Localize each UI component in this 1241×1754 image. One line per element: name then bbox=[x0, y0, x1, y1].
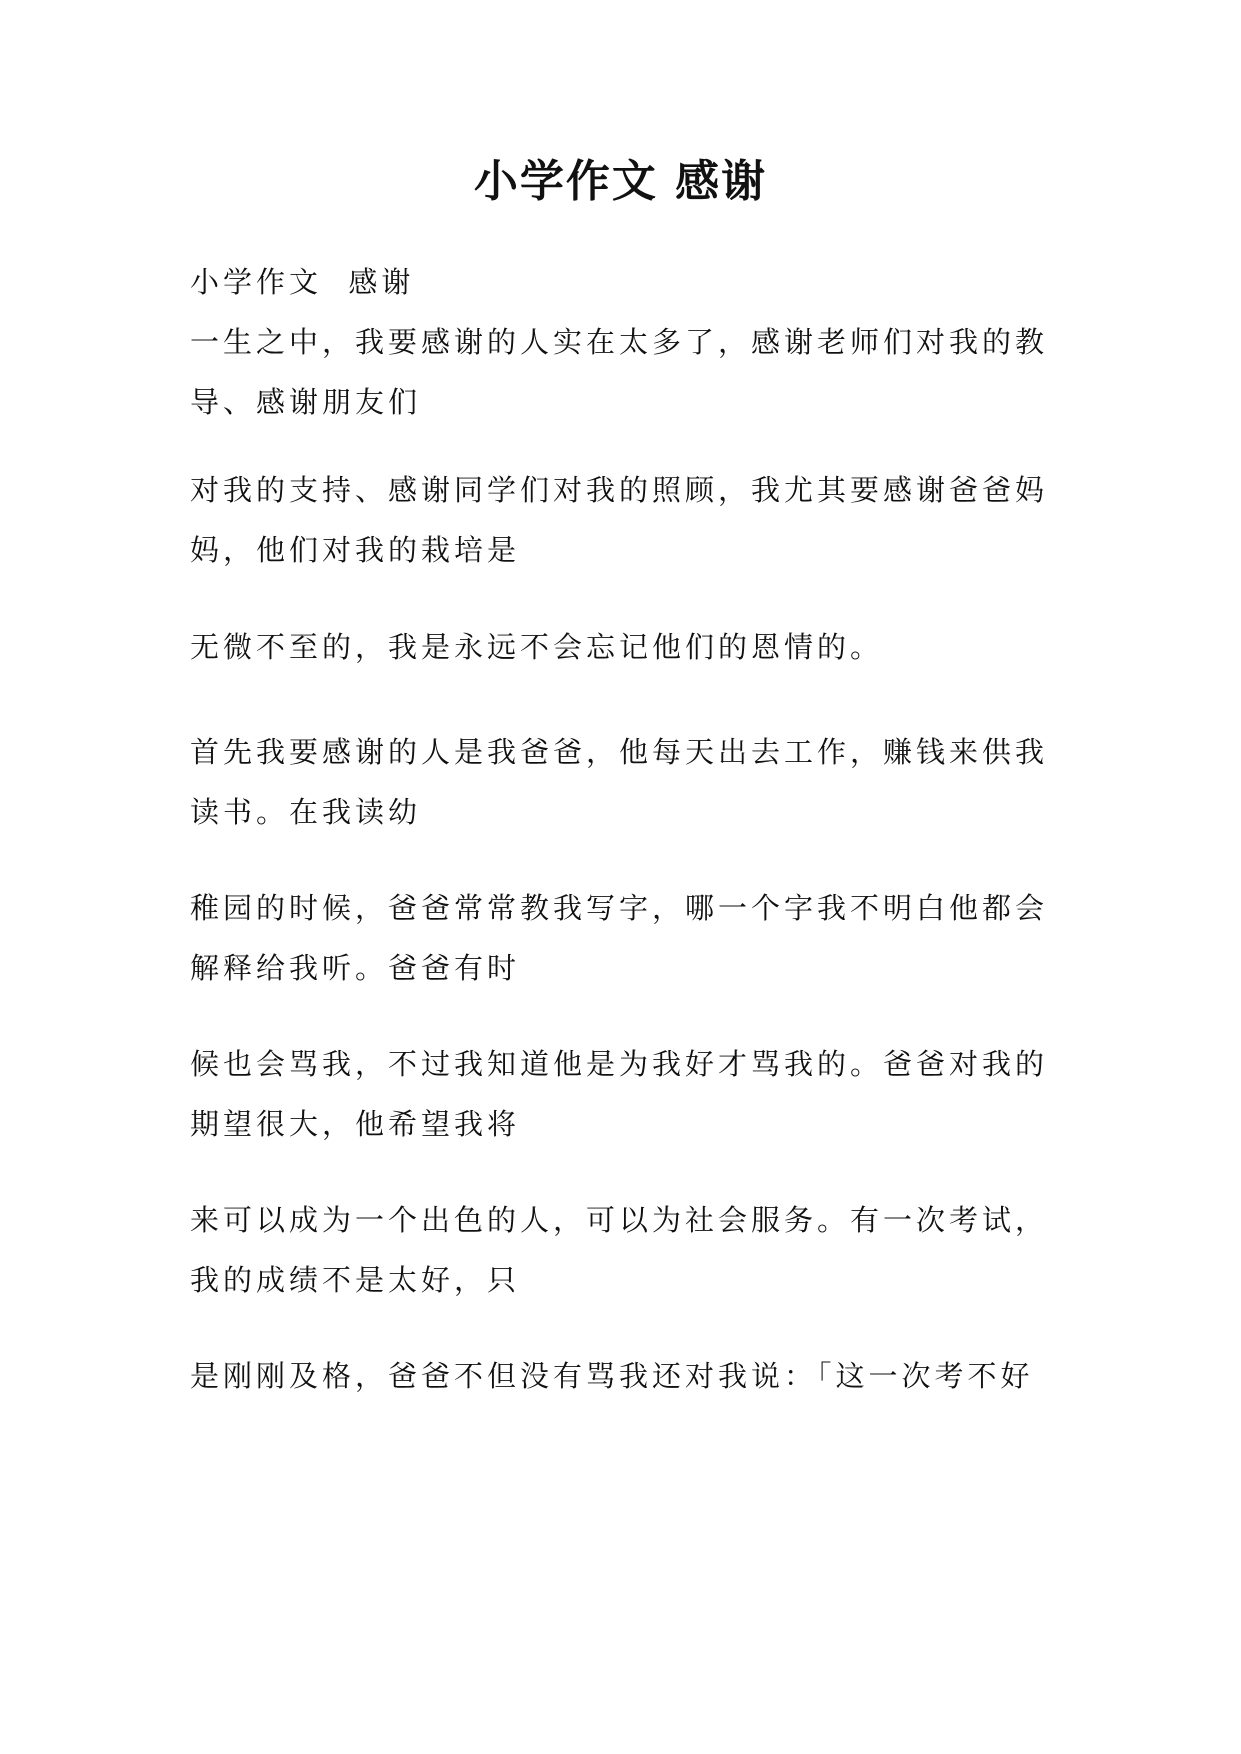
text-line: 读书。在我读幼 bbox=[190, 795, 422, 829]
paragraph-6 bbox=[190, 1034, 1090, 1154]
text-line: 一生之中，我要感谢的人实在太多了，感谢老师们对我的教 bbox=[190, 325, 1049, 359]
text-line: 我的成绩不是太好，只 bbox=[190, 1263, 521, 1297]
document-title: 小学作文 感谢 bbox=[473, 156, 768, 207]
text-line: 对我的支持、感谢同学们对我的照顾，我尤其要感谢爸爸妈 bbox=[190, 473, 1049, 507]
text-line: 小学作文 感谢 bbox=[190, 265, 415, 299]
text-line: 来可以成为一个出色的人，可以为社会服务。有一次考试， bbox=[190, 1203, 1049, 1237]
paragraph-8 bbox=[190, 1346, 1090, 1406]
paragraph-5 bbox=[190, 878, 1090, 998]
text-line: 妈，他们对我的栽培是 bbox=[190, 533, 521, 567]
paragraph-7 bbox=[190, 1190, 1090, 1310]
text-line: 候也会骂我，不过我知道他是为我好才骂我的。爸爸对我的 bbox=[190, 1047, 1049, 1081]
paragraph-1 bbox=[190, 252, 1090, 432]
paragraph-3 bbox=[190, 617, 1090, 677]
text-line: 解释给我听。爸爸有时 bbox=[190, 951, 521, 985]
text-line: 期望很大，他希望我将 bbox=[190, 1107, 521, 1141]
text-line: 是刚刚及格，爸爸不但没有骂我还对我说：「这一次考不好 bbox=[190, 1359, 1034, 1393]
paragraph-4 bbox=[190, 722, 1090, 842]
text-line: 无微不至的，我是永远不会忘记他们的恩情的。 bbox=[190, 630, 884, 664]
paragraph-2 bbox=[190, 460, 1090, 580]
text-line: 首先我要感谢的人是我爸爸，他每天出去工作，赚钱来供我 bbox=[190, 735, 1049, 769]
text-line: 导、感谢朋友们 bbox=[190, 385, 422, 419]
text-line: 稚园的时候，爸爸常常教我写字，哪一个字我不明白他都会 bbox=[190, 891, 1049, 925]
